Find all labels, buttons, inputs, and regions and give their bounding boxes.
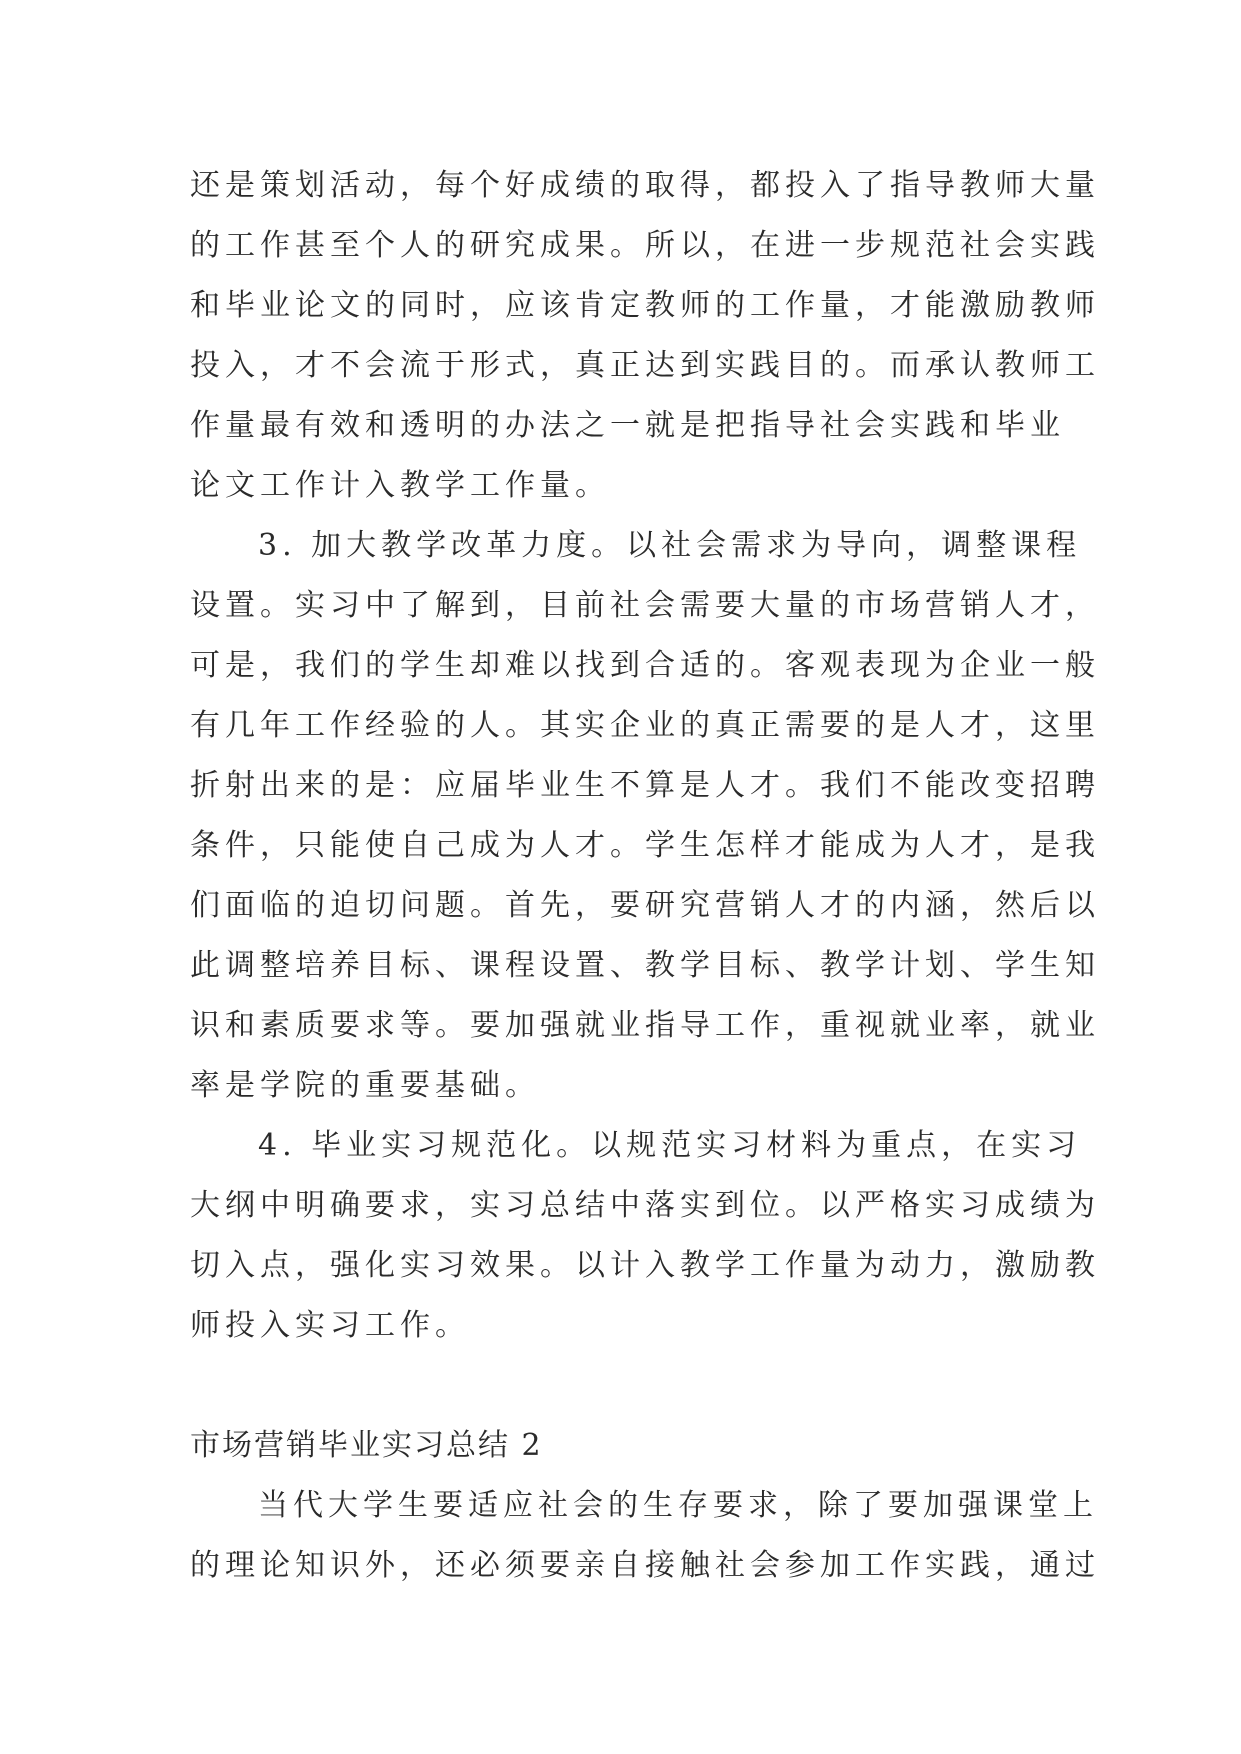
text-line: 可是，我们的学生却难以找到合适的。客观表现为企业一般 bbox=[190, 648, 1100, 683]
paragraph-4 bbox=[190, 1476, 1100, 1596]
text-line: 们面临的迫切问题。首先，要研究营销人才的内涵，然后以 bbox=[190, 888, 1100, 923]
text-line: 3. 加大教学改革力度。以社会需求为导向，调整课程 bbox=[258, 528, 1082, 563]
section-title: 市场营销毕业实习总结 2 bbox=[190, 1428, 543, 1463]
text-line: 此调整培养目标、课程设置、教学目标、教学计划、学生知 bbox=[190, 948, 1100, 983]
text-line: 作量最有效和透明的办法之一就是把指导社会实践和毕业 bbox=[190, 408, 1065, 443]
text-line: 师投入实习工作。 bbox=[190, 1308, 470, 1343]
text-line: 折射出来的是：应届毕业生不算是人才。我们不能改变招聘 bbox=[190, 768, 1100, 803]
text-line: 还是策划活动，每个好成绩的取得，都投入了指导教师大量 bbox=[190, 168, 1100, 203]
text-line: 条件，只能使自己成为人才。学生怎样才能成为人才，是我 bbox=[190, 828, 1100, 863]
text-line: 有几年工作经验的人。其实企业的真正需要的是人才，这里 bbox=[190, 708, 1100, 743]
text-line: 识和素质要求等。要加强就业指导工作，重视就业率，就业 bbox=[190, 1008, 1100, 1043]
text-line: 投入，才不会流于形式，真正达到实践目的。而承认教师工 bbox=[190, 348, 1100, 383]
text-line: 和毕业论文的同时，应该肯定教师的工作量，才能激励教师 bbox=[190, 288, 1100, 323]
text-line: 当代大学生要适应社会的生存要求，除了要加强课堂上 bbox=[258, 1488, 1098, 1523]
text-line: 4. 毕业实习规范化。以规范实习材料为重点，在实习 bbox=[258, 1128, 1082, 1163]
document-body bbox=[190, 156, 1100, 1596]
text-line: 大纲中明确要求，实习总结中落实到位。以严格实习成绩为 bbox=[190, 1188, 1100, 1223]
paragraph-1 bbox=[190, 156, 1100, 516]
text-line: 的理论知识外，还必须要亲自接触社会参加工作实践，通过 bbox=[190, 1548, 1100, 1583]
paragraph-2 bbox=[190, 516, 1100, 1116]
paragraph-3 bbox=[190, 1116, 1100, 1356]
text-line: 率是学院的重要基础。 bbox=[190, 1068, 540, 1103]
text-line: 的工作甚至个人的研究成果。所以，在进一步规范社会实践 bbox=[190, 228, 1100, 263]
text-line: 切入点，强化实习效果。以计入教学工作量为动力，激励教 bbox=[190, 1248, 1100, 1283]
section-spacer bbox=[190, 1356, 1050, 1416]
text-line: 设置。实习中了解到，目前社会需要大量的市场营销人才， bbox=[190, 588, 1100, 623]
text-line: 论文工作计入教学工作量。 bbox=[190, 468, 610, 503]
